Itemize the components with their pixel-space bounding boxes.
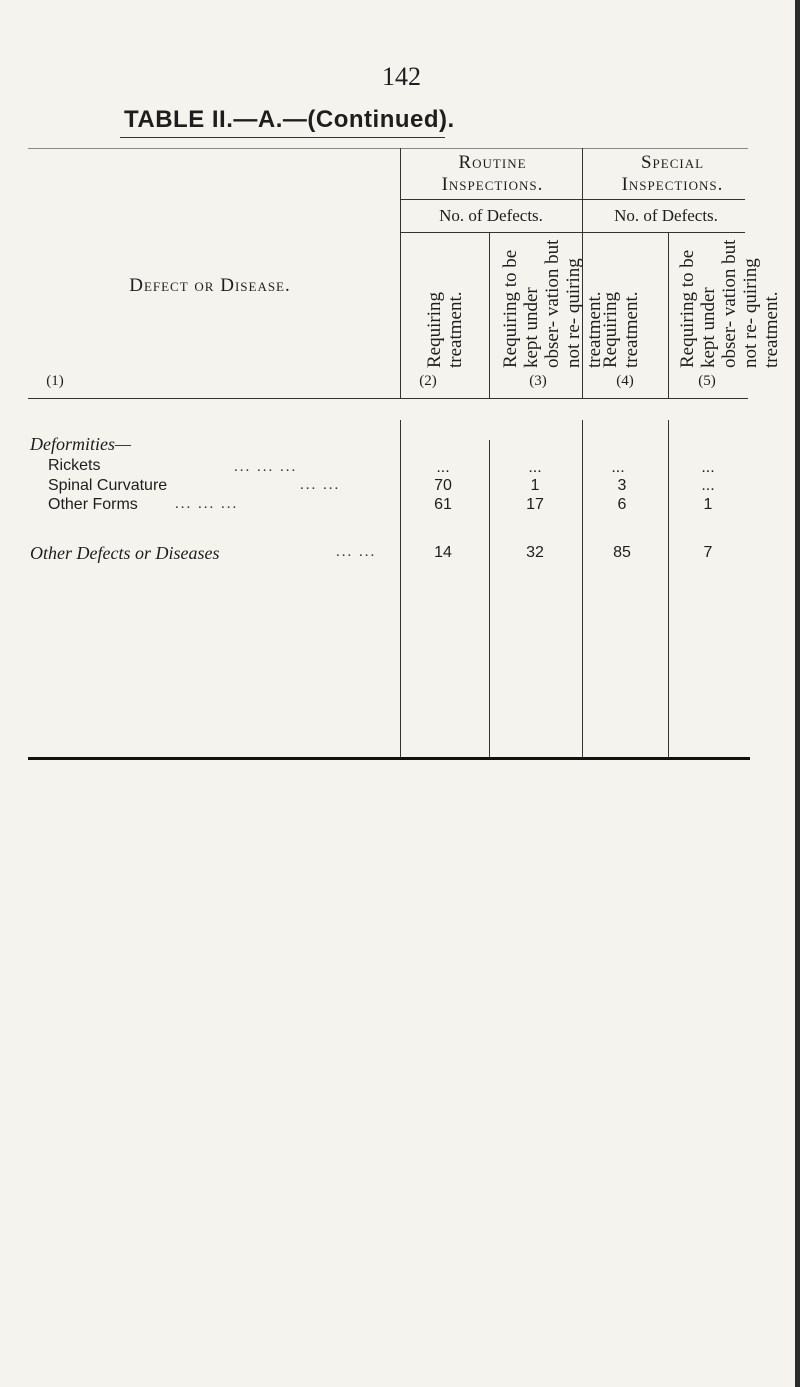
page-edge-shadow bbox=[795, 0, 800, 1387]
col5-number: (5) bbox=[698, 373, 716, 389]
cell-rickets-c3: ... bbox=[528, 459, 542, 476]
col-rule-2-body bbox=[489, 440, 490, 757]
row-label-spinal-curvature: Spinal Curvature bbox=[48, 477, 168, 494]
routine-defects-subheader: No. of Defects. bbox=[439, 206, 543, 225]
special-defects-subheader: No. of Defects. bbox=[614, 206, 718, 225]
section-deformities: Deformities— bbox=[30, 434, 131, 454]
col4-number: (4) bbox=[616, 373, 634, 389]
group-rule bbox=[400, 199, 745, 200]
row-label-other-defects: Other Defects or Diseases bbox=[30, 543, 220, 563]
special-inspections-header: Special Inspections. bbox=[621, 152, 724, 195]
row-label-rickets: Rickets bbox=[48, 457, 101, 474]
page-number: 142 bbox=[382, 62, 421, 91]
cell-other-forms-c3: 17 bbox=[526, 496, 544, 513]
cell-spinal-curvature-c4: 3 bbox=[617, 477, 627, 494]
cell-other-defects-c4: 85 bbox=[613, 544, 631, 561]
cell-spinal-curvature-c5: ... bbox=[701, 477, 715, 494]
col5-header: Requiring to be kept under obser- vation but not re- quiring treatment. bbox=[677, 239, 782, 368]
table-title: TABLE II.—A.—(Continued). bbox=[124, 106, 455, 133]
col-rule-3-body bbox=[582, 420, 583, 757]
cell-other-defects-c3: 32 bbox=[526, 544, 544, 561]
row-leader-rickets: ... ... ... bbox=[234, 459, 298, 475]
col-rule-4 bbox=[668, 232, 669, 398]
cell-other-forms-c4: 6 bbox=[617, 496, 627, 513]
row-label-other-forms: Other Forms bbox=[48, 496, 138, 513]
col2-header: Requiring treatment. bbox=[424, 291, 466, 368]
col-rule-1 bbox=[400, 148, 401, 398]
cell-other-forms-c2: 61 bbox=[434, 496, 452, 513]
col2-number: (2) bbox=[419, 373, 437, 389]
row-leader-other-defects: ... ... bbox=[336, 544, 377, 560]
cell-rickets-c2: ... bbox=[436, 459, 450, 476]
cell-spinal-curvature-c2: 70 bbox=[434, 477, 452, 494]
col4-header: Requiring treatment. bbox=[600, 291, 642, 368]
col-rule-2 bbox=[489, 232, 490, 398]
cell-rickets-c4: ... bbox=[611, 459, 625, 476]
defect-column-header: Defect or Disease. bbox=[129, 275, 291, 296]
col-rule-1-body bbox=[400, 420, 401, 757]
row-leader-other-forms: ... ... ... bbox=[175, 496, 239, 512]
routine-inspections-header: Routine Inspections. bbox=[441, 152, 544, 195]
cell-rickets-c5: ... bbox=[701, 459, 715, 476]
table-bottom-rule bbox=[28, 757, 750, 760]
table-top-rule bbox=[28, 148, 748, 149]
header-bottom-rule bbox=[28, 398, 748, 399]
col3-header: Requiring to be kept under obser- vation but not re- quiring treatment. bbox=[500, 239, 605, 368]
cell-spinal-curvature-c3: 1 bbox=[530, 477, 540, 494]
cell-other-forms-c5: 1 bbox=[703, 496, 713, 513]
col-rule-4-body bbox=[668, 420, 669, 757]
cell-other-defects-c5: 7 bbox=[703, 544, 713, 561]
cell-other-defects-c2: 14 bbox=[434, 544, 452, 561]
title-underline bbox=[120, 137, 445, 138]
row-leader-spinal-curvature: ... ... bbox=[300, 477, 341, 493]
subheader-rule bbox=[400, 232, 745, 233]
col3-number: (3) bbox=[529, 373, 547, 389]
col1-number: (1) bbox=[46, 373, 64, 389]
